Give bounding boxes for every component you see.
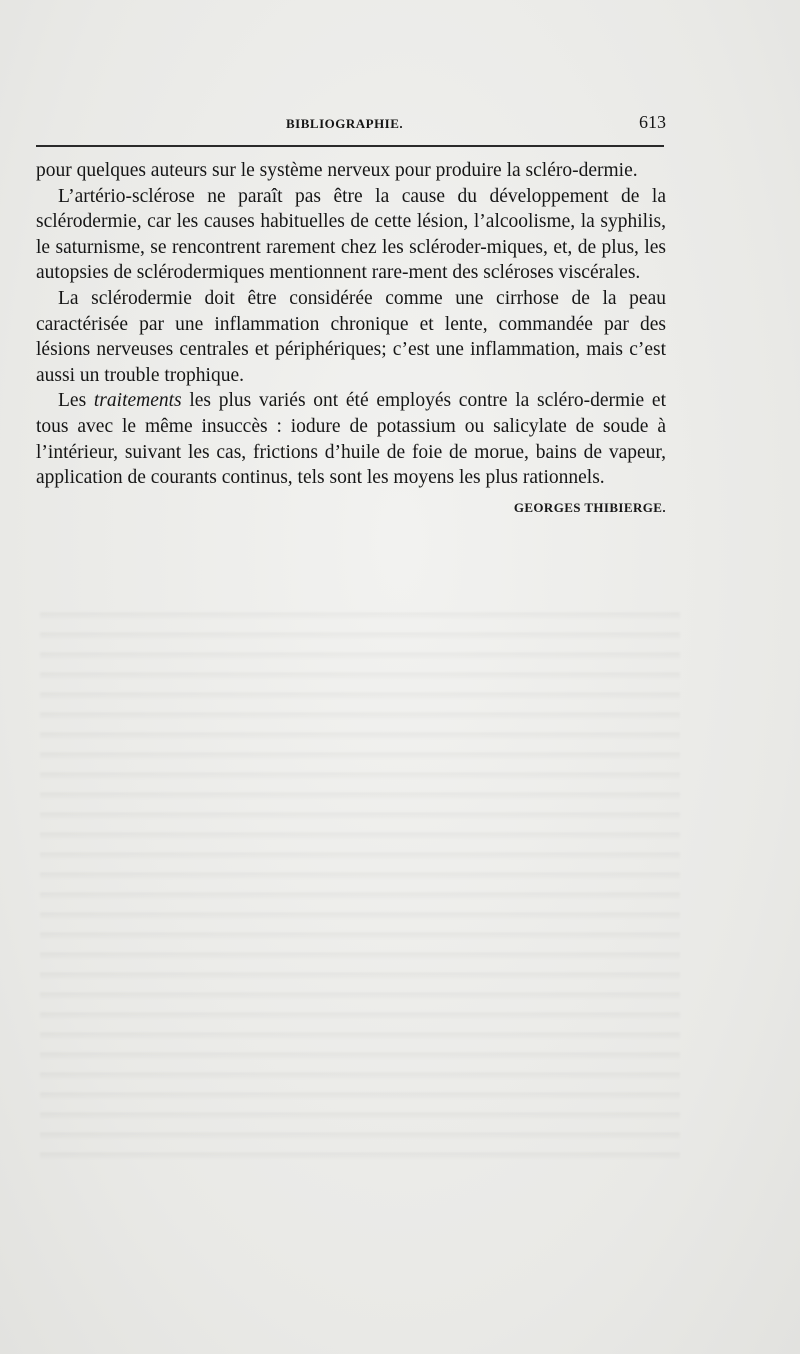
emphasized-word: traitements: [93, 390, 182, 412]
paragraph-1: pour quelques auteurs sur le système nerveux pour produire la scléro-dermie.: [36, 160, 638, 181]
page-number: 613: [639, 112, 666, 132]
author-signature: GEORGES THIBIERGE.: [513, 499, 666, 515]
header-rule: [36, 145, 664, 147]
paragraph-3: La sclérodermie doit être considérée comme une cirrhose de la peau caractérisée par une inflammation chronique et lente, commandée par des lésions nerveuses centrales et périphériques; c’est une inflammation, mais c’est aussi un trouble trophique.: [36, 287, 666, 386]
show-through-background: [40, 600, 680, 1160]
running-head: [36, 112, 666, 134]
section-title: BIBLIOGRAPHIE.: [286, 116, 404, 131]
paragraph-4-rest: les plus variés ont été employés contre la scléro-dermie et tous avec le même insuccès : iodure de potassium ou salicylate de soude à l’intérieur, suivant les cas, frictions d’huile de foie de morue, bains de vapeur, application de courants continus, tels sont les moyens les plus rationnels.: [36, 390, 667, 489]
paragraph-4-start: Les: [58, 390, 94, 412]
paragraph-4: [36, 388, 667, 515]
article-body: [36, 158, 666, 520]
paragraph-2: L’artério-sclérose ne paraît pas être la cause du développement de la sclérodermie, car les causes habituelles de cette lésion, l’alcoolisme, la syphilis, le saturnisme, se rencontrent rarement chez les scléroder-miques, et, de plus, les autopsies de sclérodermiques mentionnent rare-ment des scléroses viscérales.: [36, 185, 666, 284]
